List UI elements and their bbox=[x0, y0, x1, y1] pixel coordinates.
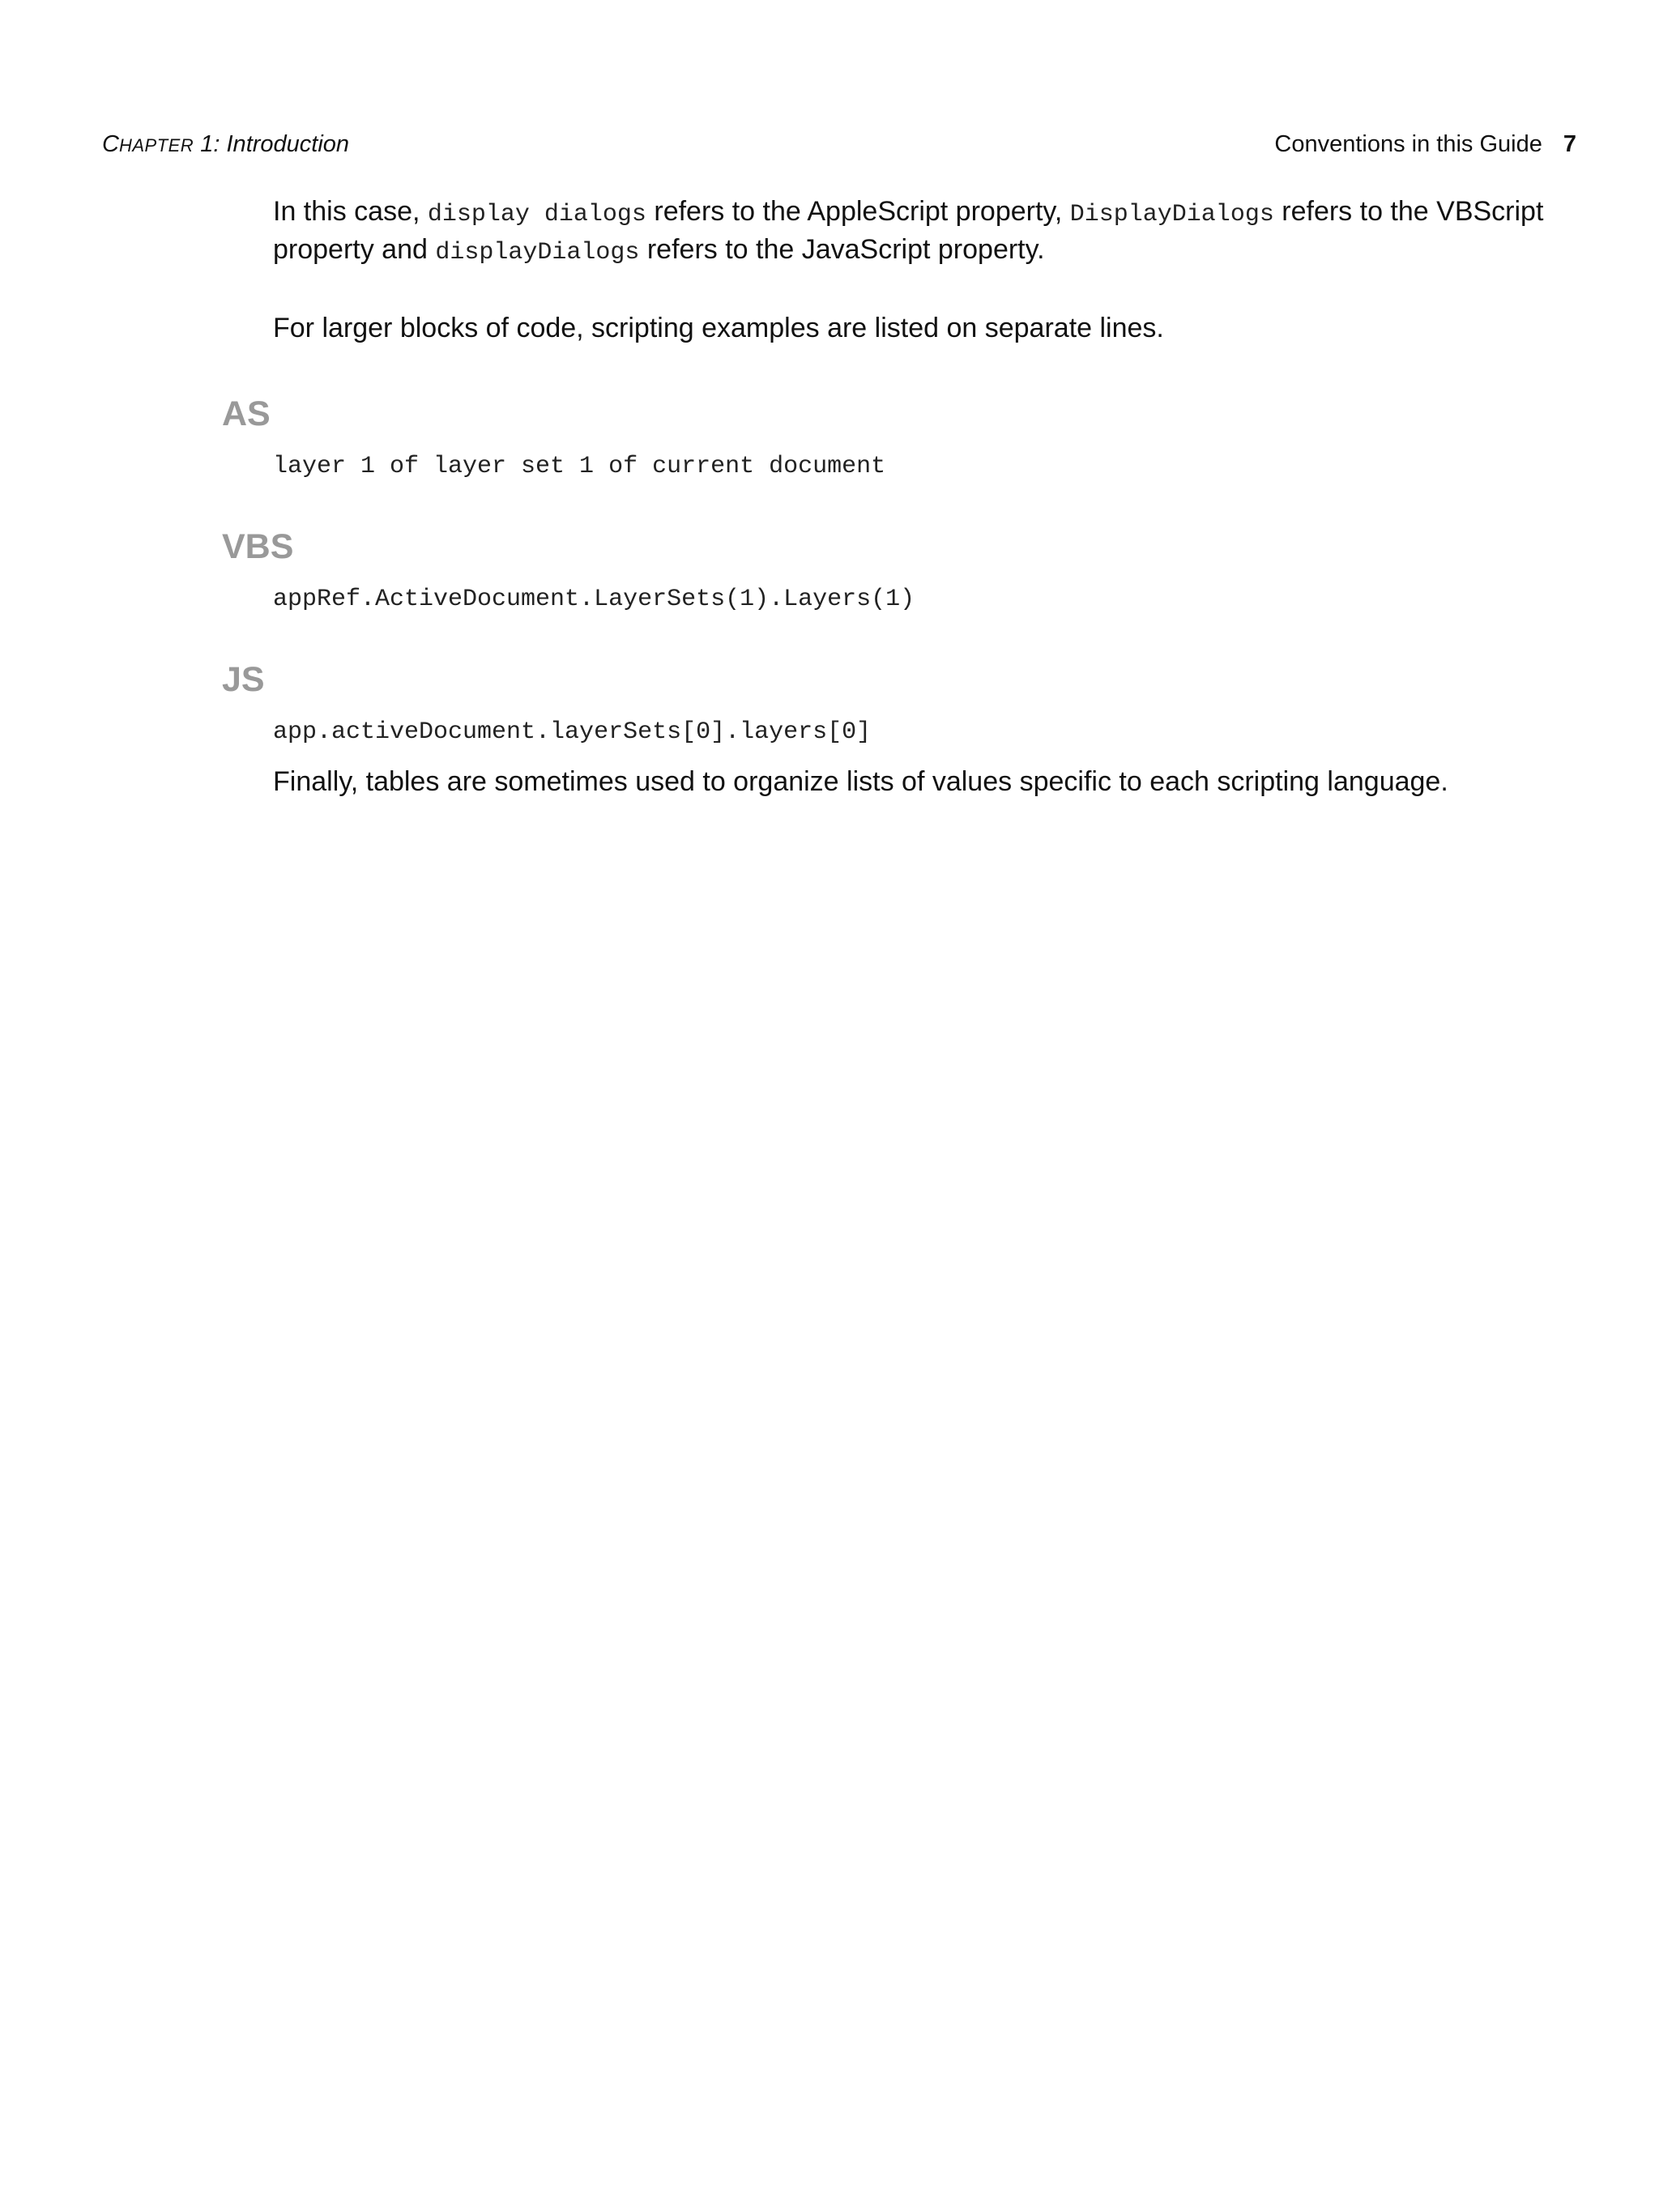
code-example-javascript: app.activeDocument.layerSets[0].layers[0] bbox=[273, 718, 872, 746]
label-applescript: AS bbox=[222, 394, 271, 433]
running-header bbox=[0, 128, 1659, 160]
code-example-vbscript: appRef.ActiveDocument.LayerSets(1).Layers(1) bbox=[273, 586, 915, 613]
label-vbscript: VBS bbox=[222, 527, 294, 566]
code-vbscript-property: DisplayDialogs bbox=[1069, 201, 1274, 228]
page-number: 7 bbox=[1563, 131, 1576, 157]
paragraph-code-blocks: For larger blocks of code, scripting examples are listed on separate lines. bbox=[273, 313, 1164, 343]
paragraph-property-names bbox=[273, 194, 1569, 271]
paragraph1-text-4: refers to the JavaScript property. bbox=[639, 234, 1045, 265]
chapter-rest: 1: Introduction bbox=[194, 131, 350, 157]
code-applescript-property: display dialogs bbox=[427, 201, 646, 228]
chapter-cap: C bbox=[102, 131, 119, 157]
section-title: Conventions in this Guide bbox=[1274, 131, 1542, 157]
chapter-title bbox=[102, 128, 349, 162]
section-header bbox=[1274, 128, 1576, 160]
paragraph1-text-1: In this case, bbox=[273, 196, 428, 227]
paragraph1-text-3: refers to the VBScript property and bbox=[273, 196, 1544, 265]
label-javascript: JS bbox=[222, 660, 265, 699]
paragraph1-text-2: refers to the AppleScript property, bbox=[646, 196, 1070, 227]
code-javascript-property: displayDialogs bbox=[435, 239, 640, 266]
code-example-applescript: layer 1 of layer set 1 of current document bbox=[273, 453, 886, 480]
paragraph-tables: Finally, tables are sometimes used to organize lists of values specific to each scripting language. bbox=[273, 766, 1448, 797]
chapter-smallcaps: HAPTER bbox=[118, 135, 194, 156]
